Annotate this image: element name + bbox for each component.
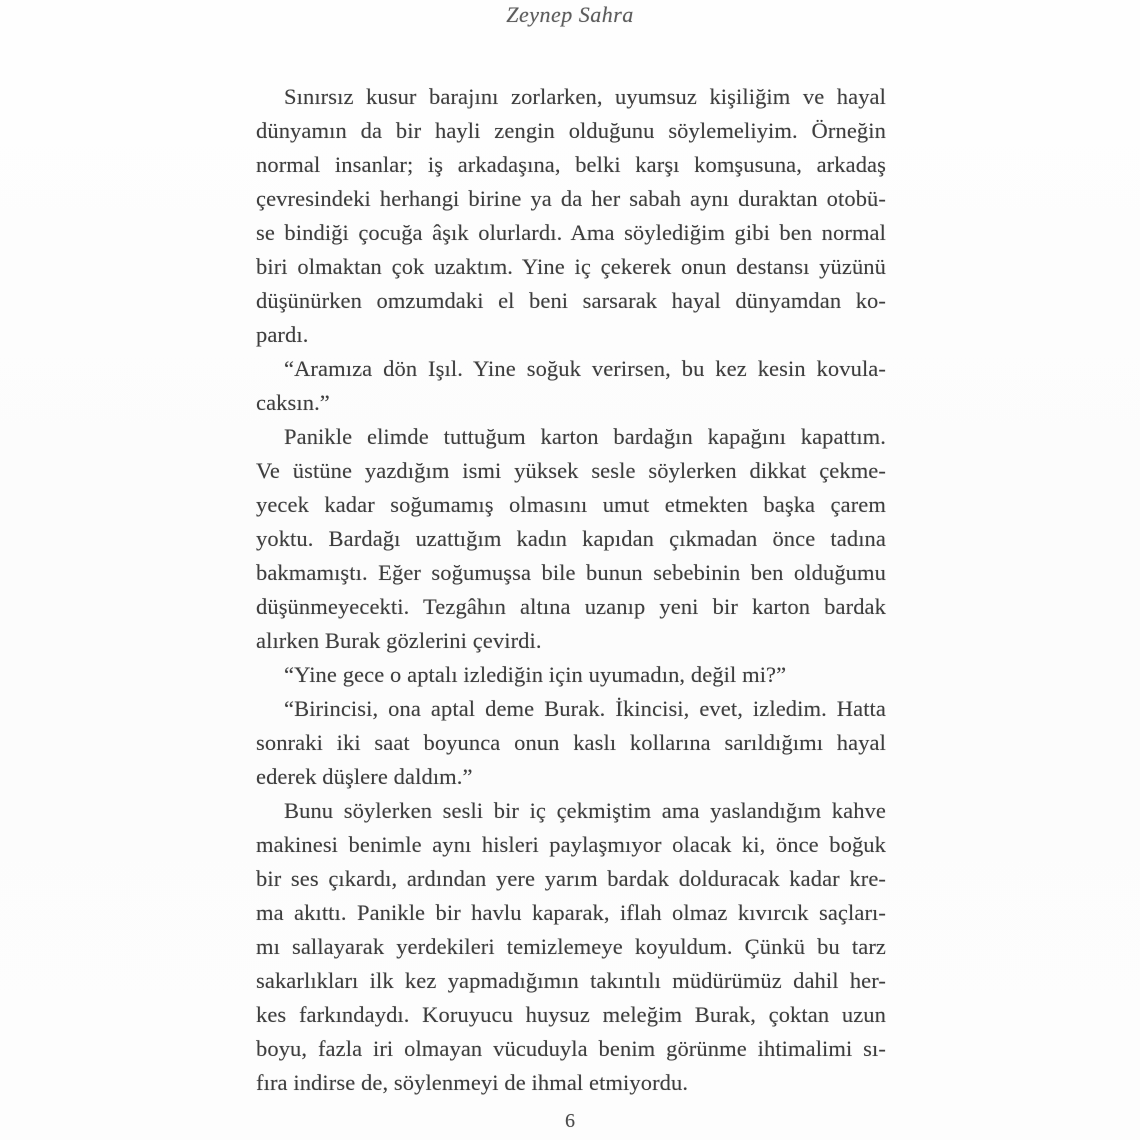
text-line: “Birincisi, ona aptal deme Burak. İkincisi, evet, izledim. Hatta: [284, 696, 886, 721]
text-line: mı sallayarak yerdekileri temizlemeye koyuldum. Çünkü bu tarz: [256, 934, 886, 959]
text-line: ederek düşlere daldım.”: [256, 764, 473, 789]
text-line: pardı.: [256, 322, 309, 347]
text-line: Panikle elimde tuttuğum karton bardağın kapağını kapattım.: [284, 424, 886, 449]
text-line: se bindiği çocuğa âşık olurlardı. Ama söylediğim gibi ben normal: [256, 220, 886, 245]
text-line: normal insanlar; iş arkadaşına, belki karşı komşusuna, arkadaş: [256, 152, 886, 177]
text-line: “Yine gece o aptalı izlediğin için uyumadın, değil mi?”: [284, 662, 787, 687]
text-line: Sınırsız kusur barajını zorlarken, uyumsuz kişiliğim ve hayal: [284, 84, 886, 109]
text-line: yoktu. Bardağı uzattığım kadın kapıdan çıkmadan önce tadına: [256, 526, 886, 551]
text-line: Bunu söylerken sesli bir iç çekmiştim ama yaslandığım kahve: [284, 798, 886, 823]
body-text: [256, 80, 886, 1100]
text-line: yecek kadar soğumamış olmasını umut etmekten başka çarem: [256, 492, 886, 517]
text-line: kes farkındaydı. Koruyucu huysuz meleğim Burak, çoktan uzun: [256, 1002, 886, 1027]
text-line: caksın.”: [256, 390, 330, 415]
text-line: alırken Burak gözlerini çevirdi.: [256, 628, 542, 653]
text-line: dünyamın da bir hayli zengin olduğunu söylemeliyim. Örneğin: [256, 118, 886, 143]
text-line: Ve üstüne yazdığım ismi yüksek sesle söylerken dikkat çekme-: [256, 458, 886, 483]
page-number: 6: [565, 1110, 575, 1132]
text-line: ma akıttı. Panikle bir havlu kaparak, iflah olmaz kıvırcık saçları-: [256, 900, 886, 925]
text-line: sonraki iki saat boyunca onun kaslı kollarına sarıldığımı hayal: [256, 730, 886, 755]
text-line: düşünmeyecekti. Tezgâhın altına uzanıp yeni bir karton bardak: [256, 594, 886, 619]
text-line: bir ses çıkardı, ardından yere yarım bardak dolduracak kadar kre-: [256, 866, 886, 891]
text-line: bakmamıştı. Eğer soğumuşsa bile bunun sebebinin ben olduğumu: [256, 560, 886, 585]
text-line: biri olmaktan çok uzaktım. Yine iç çekerek onun destansı yüzünü: [256, 254, 886, 279]
text-line: sakarlıkları ilk kez yapmadığımın takıntılı müdürümüz dahil her-: [256, 968, 886, 993]
running-header: Zeynep Sahra: [506, 2, 634, 27]
text-line: çevresindeki herhangi birine ya da her sabah aynı duraktan otobü-: [256, 186, 886, 211]
text-line: fıra indirse de, söylenmeyi de ihmal etmiyordu.: [256, 1070, 689, 1095]
text-line: düşünürken omzumdaki el beni sarsarak hayal dünyamdan ko-: [256, 288, 886, 313]
text-line: makinesi benimle aynı hisleri paylaşmıyor olacak ki, önce boğuk: [256, 832, 886, 857]
text-line: boyu, fazla iri olmayan vücuduyla benim görünme ihtimalimi sı-: [256, 1036, 886, 1061]
text-line: “Aramıza dön Işıl. Yine soğuk verirsen, bu kez kesin kovula-: [284, 356, 886, 381]
